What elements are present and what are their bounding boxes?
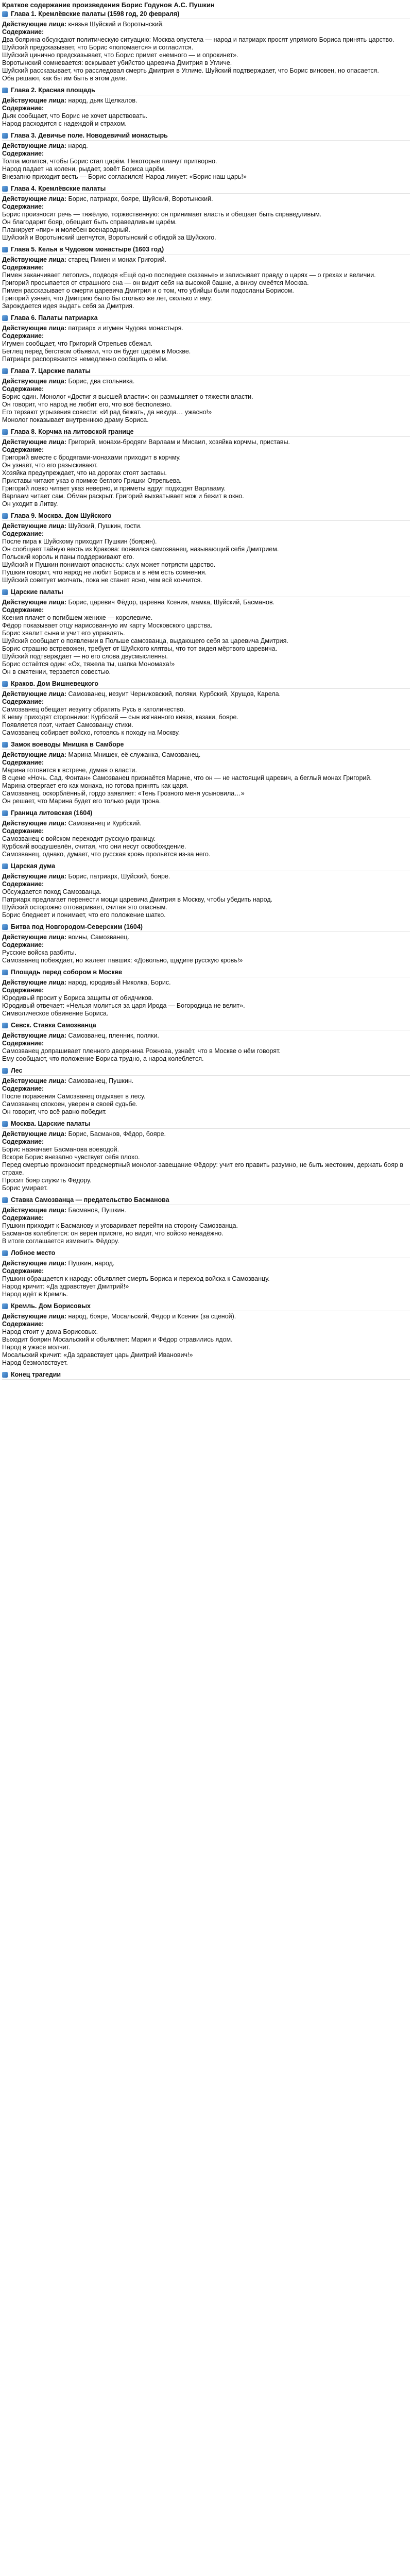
content-label: Содержание:: [2, 446, 44, 453]
scene-section: [2, 740, 410, 805]
scene-heading: [2, 314, 410, 323]
characters-line: [2, 1207, 410, 1214]
content-paragraph: Польский король и паны поддерживают его.: [2, 553, 134, 561]
characters-label: Действующие лица:: [2, 820, 66, 827]
content-paragraph: Патриарх предлагает перенести мощи царевича Дмитрия в Москву, чтобы убедить народ.: [2, 896, 273, 903]
scene-heading-text: Ставка Самозванца — предательство Басманова: [11, 1196, 169, 1204]
scene-heading-text: Глава 9. Москва. Дом Шуйского: [11, 512, 112, 519]
characters-value: народ, бояре, Мосальский, Фёдор и Ксения (за сценой).: [68, 1313, 236, 1320]
scene-heading: [2, 968, 410, 977]
scene-heading-text: Царская дума: [11, 862, 56, 870]
content-paragraph: Зарождается идея выдать себя за Дмитрия.: [2, 302, 134, 310]
content-paragraph: Марина готовится к встрече, думая о власти.: [2, 767, 137, 774]
content-paragraph: Народ падает на колени, рыдает, зовёт Бориса царём.: [2, 165, 166, 173]
characters-value: Борис, царевич Фёдор, царевна Ксения, мамка, Шуйский, Басманов.: [68, 599, 275, 606]
scene-section: [2, 367, 410, 424]
content-paragraph: Борис остаётся один: «Ох, тяжела ты, шапка Мономаха!»: [2, 660, 175, 668]
scene-section: [2, 1021, 410, 1063]
characters-value: народ.: [68, 142, 88, 149]
characters-line: [2, 438, 410, 446]
characters-value: старец Пимен и монах Григорий.: [68, 256, 166, 263]
content-paragraph: Курбский воодушевлён, считая, что они несут освобождение.: [2, 843, 186, 850]
scene-section: [2, 923, 410, 964]
scene-image-icon: [2, 924, 8, 930]
characters-label: Действующие лица:: [2, 97, 66, 104]
characters-line: [2, 1130, 410, 1138]
characters-value: воины, Самозванец.: [68, 934, 129, 941]
characters-line: [2, 195, 410, 203]
characters-label: Действующие лица:: [2, 1032, 66, 1039]
characters-label: Действующие лица:: [2, 378, 66, 385]
characters-label: Действующие лица:: [2, 1313, 66, 1320]
scene-heading-text: Глава 3. Девичье поле. Новодевичий монастырь: [11, 132, 168, 139]
scene-image-icon: [2, 863, 8, 869]
characters-label: Действующие лица:: [2, 751, 66, 758]
scene-heading: [2, 1021, 410, 1030]
characters-value: Борис, патриарх, Шуйский, бояре.: [68, 873, 170, 880]
scene-section: [2, 86, 410, 128]
scene-image-icon: [2, 247, 8, 252]
scene-image-icon: [2, 742, 8, 748]
characters-value: патриарх и игумен Чудова монастыря.: [68, 325, 183, 332]
characters-label: Действующие лица:: [2, 979, 66, 986]
content-paragraph: Басманов колеблется: он верен присяге, но видит, что войско ненадёжно.: [2, 1230, 224, 1237]
content-label: Содержание:: [2, 1138, 44, 1145]
scene-heading: [2, 740, 410, 750]
characters-value: Борис, два стольника.: [68, 378, 135, 385]
characters-value: народ, дьяк Щелкалов.: [68, 97, 138, 104]
content-paragraph: Шуйский осторожно отговаривает, считая это опасным.: [2, 904, 167, 911]
content-paragraph: Игумен сообщает, что Григорий Отрепьев сбежал.: [2, 340, 153, 347]
characters-label: Действующие лица:: [2, 256, 66, 263]
content-paragraph: Мосальский кричит: «Да здравствует царь Дмитрий Иванович!»: [2, 1351, 193, 1359]
characters-label: Действующие лица:: [2, 325, 66, 332]
content-paragraph: Григорий узнаёт, что Дмитрию было бы столько же лет, сколько и ему.: [2, 295, 212, 302]
scene-heading: [2, 512, 410, 521]
content-label: Содержание:: [2, 606, 44, 614]
scene-section: [2, 1302, 410, 1367]
scene-section: [2, 1249, 410, 1298]
content-paragraph: Ему сообщают, что положение Бориса трудно, а народ колеблется.: [2, 1055, 204, 1062]
content-paragraph: Внезапно приходит весть — Борис согласился! Народ ликует: «Борис наш царь!»: [2, 173, 247, 180]
content-paragraph: Шуйский сообщает о появлении в Польше самозванца, выдающего себя за царевича Дмитрия.: [2, 637, 288, 645]
characters-line: [2, 256, 410, 264]
content-paragraph: Шуйский подтверждает — но его слова двусмысленны.: [2, 653, 168, 660]
content-label: Содержание:: [2, 759, 44, 766]
content-label: Содержание:: [2, 332, 44, 340]
content-paragraph: Варлаам читает сам. Обман раскрыт. Григорий выхватывает нож и бежит в окно.: [2, 493, 244, 500]
scene-section: [2, 862, 410, 919]
characters-label: Действующие лица:: [2, 1130, 66, 1138]
content-paragraph: Григорий просыпается от страшного сна — он видит себя на высокой башне, а внизу смеётся Москва.: [2, 279, 309, 286]
scene-heading: [2, 245, 410, 255]
scene-section: [2, 1196, 410, 1245]
characters-label: Действующие лица:: [2, 195, 66, 202]
characters-value: Пушкин, народ.: [68, 1260, 115, 1267]
scene-heading-text: Глава 8. Корчма на литовской границе: [11, 428, 134, 435]
content-paragraph: Самозванец побеждает, но жалеет павших: «Довольно, щадите русскую кровь!»: [2, 957, 243, 964]
content-paragraph: Появляется поэт, читает Самозванцу стихи.: [2, 721, 133, 728]
characters-label: Действующие лица:: [2, 142, 66, 149]
scene-image-icon: [2, 970, 8, 975]
scene-heading: [2, 809, 410, 818]
scene-heading: [2, 1120, 410, 1129]
characters-value: Борис, Басманов, Фёдор, бояре.: [68, 1130, 166, 1138]
scene-section: [2, 428, 410, 508]
scene-image-icon: [2, 186, 8, 192]
content-paragraph: Планирует «пир» и молебен всенародный.: [2, 226, 130, 233]
scene-heading-text: Конец трагедии: [11, 1371, 61, 1378]
document-title: Краткое содержание произведения Борис Годунов А.С. Пушкин: [2, 1, 215, 9]
content-paragraph: Борис назначает Басманова воеводой.: [2, 1146, 119, 1153]
characters-value: народ, юродивый Николка, Борис.: [68, 979, 171, 986]
scene-section: [2, 809, 410, 858]
characters-value: Басманов, Пушкин.: [68, 1207, 126, 1214]
scene-heading: [2, 428, 410, 437]
scene-heading-text: Севск. Ставка Самозванца: [11, 1022, 96, 1029]
scene-list: [2, 10, 410, 1380]
scene-heading-text: Замок воеводы Мнишка в Самборе: [11, 741, 124, 748]
content-paragraph: Русские войска разбиты.: [2, 949, 77, 956]
content-paragraph: Самозванец, однако, думает, что русская кровь прольётся из-за него.: [2, 851, 211, 858]
scene-heading-text: Битва под Новгородом-Северским (1604): [11, 923, 143, 930]
scene-heading: [2, 1066, 410, 1076]
content-label: Содержание:: [2, 698, 44, 705]
content-paragraph: Самозванец обещает иезуиту обратить Русь в католичество.: [2, 706, 185, 713]
content-paragraph: Юродивый просит у Бориса защиты от обидчиков.: [2, 994, 153, 1002]
content-paragraph: Борис произносит речь — тяжёлую, торжественную: он принимает власть и обещает быть справедливым.: [2, 211, 322, 218]
content-label: Содержание:: [2, 28, 44, 36]
content-paragraph: Народ идёт в Кремль.: [2, 1291, 68, 1298]
characters-value: Самозванец и Курбский.: [68, 820, 142, 827]
scene-heading: [2, 862, 410, 871]
content-paragraph: Фёдор показывает отцу нарисованную им карту Московского царства.: [2, 622, 213, 629]
characters-value: Шуйский, Пушкин, гости.: [68, 522, 142, 530]
characters-line: [2, 325, 410, 332]
scene-image-icon: [2, 1250, 8, 1256]
characters-label: Действующие лица:: [2, 1260, 66, 1267]
characters-value: Марина Мнишек, её служанка, Самозванец.: [68, 751, 201, 758]
content-label: Содержание:: [2, 987, 44, 994]
scene-section: [2, 314, 410, 363]
content-paragraph: Самозванец спокоен, уверен в своей судьбе.: [2, 1100, 138, 1108]
characters-line: [2, 97, 410, 105]
scene-heading: [2, 1302, 410, 1311]
scene-heading: [2, 588, 410, 597]
scene-section: [2, 10, 410, 82]
characters-label: Действующие лица:: [2, 934, 66, 941]
scene-image-icon: [2, 513, 8, 519]
content-paragraph: Толпа молится, чтобы Борис стал царём. Некоторые плачут притворно.: [2, 158, 217, 165]
characters-line: [2, 934, 410, 941]
scene-heading-text: Граница литовская (1604): [11, 809, 93, 817]
scene-section: [2, 588, 410, 676]
content-paragraph: Самозванец допрашивает пленного дворянина Рожнова, узнаёт, что в Москве о нём говорят.: [2, 1047, 281, 1055]
scene-heading: [2, 1249, 410, 1258]
content-paragraph: Ксения плачет о погибшем женихе — королевиче.: [2, 614, 153, 621]
content-paragraph: Борис страшно встревожен, требует от Шуйского клятвы, что тот видел мёртвого царевича.: [2, 645, 278, 652]
content-label: Содержание:: [2, 150, 44, 157]
content-paragraph: Народ безмолвствует.: [2, 1359, 68, 1366]
content-label: Содержание:: [2, 1214, 44, 1222]
content-label: Содержание:: [2, 1320, 44, 1328]
content-label: Содержание:: [2, 827, 44, 835]
characters-label: Действующие лица:: [2, 599, 66, 606]
scene-image-icon: [2, 133, 8, 139]
characters-line: [2, 1260, 410, 1267]
content-label: Содержание:: [2, 264, 44, 271]
content-paragraph: Символическое обвинение Бориса.: [2, 1010, 109, 1017]
content-paragraph: Народ стоит у дома Борисовых.: [2, 1328, 98, 1335]
characters-label: Действующие лица:: [2, 1207, 66, 1214]
scene-heading-text: Царские палаты: [11, 588, 63, 596]
content-paragraph: Самозванец, оскорблённый, гордо заявляет: «Тень Грозного меня усыновила…»: [2, 790, 245, 797]
characters-value: Григорий, монахи-бродяги Варлаам и Мисаил, хозяйка корчмы, приставы.: [68, 438, 290, 446]
characters-line: [2, 142, 410, 150]
characters-line: [2, 599, 410, 606]
scene-heading-text: Площадь перед собором в Москве: [11, 969, 123, 976]
content-paragraph: Он сообщает тайную весть из Кракова: появился самозванец, называющий себя Дмитрием.: [2, 546, 279, 553]
scene-section: [2, 1066, 410, 1116]
content-paragraph: Пимен заканчивает летопись, подводя «Ещё одно последнее сказанье» и записывает правду о царях — о грехах и величии.: [2, 272, 376, 279]
characters-line: [2, 21, 410, 28]
scene-heading-text: Глава 4. Кремлёвские палаты: [11, 185, 106, 192]
content-paragraph: Монолог показывает внутреннюю драму Бориса.: [2, 416, 149, 423]
content-paragraph: Обсуждается поход Самозванца.: [2, 888, 101, 895]
content-label: Содержание:: [2, 880, 44, 888]
characters-label: Действующие лица:: [2, 522, 66, 530]
scene-heading-text: Глава 2. Красная площадь: [11, 87, 95, 94]
content-paragraph: Шуйский и Пушкин понимают опасность: слух может потрясти царство.: [2, 561, 216, 568]
characters-line: [2, 873, 410, 880]
content-paragraph: Борис один. Монолог «Достиг я высшей власти»: он размышляет о тяжести власти.: [2, 393, 253, 400]
content-paragraph: В сцене «Ночь. Сад. Фонтан» Самозванец признаётся Марине, что он — не настоящий царевич, а беглый монах Григорий.: [2, 774, 372, 782]
characters-label: Действующие лица:: [2, 21, 66, 28]
scene-image-icon: [2, 810, 8, 816]
content-paragraph: К нему приходят сторонники: Курбский — сын изгнанного князя, казаки, бояре.: [2, 714, 238, 721]
scene-heading-text: Краков. Дом Вишневецкого: [11, 680, 99, 687]
content-label: Содержание:: [2, 941, 44, 948]
content-paragraph: Просит бояр служить Фёдору.: [2, 1177, 92, 1184]
scene-heading-text: Москва. Царские палаты: [11, 1120, 91, 1127]
content-paragraph: Он говорит, что всё равно победит.: [2, 1108, 107, 1115]
scene-image-icon: [2, 589, 8, 595]
scene-heading: [2, 923, 410, 932]
scene-image-icon: [2, 681, 8, 687]
scene-section: [2, 245, 410, 310]
scene-heading-text: Лес: [11, 1067, 23, 1074]
scene-heading: [2, 184, 410, 194]
characters-value: Самозванец, пленник, поляки.: [68, 1032, 159, 1039]
content-paragraph: Юродивый отвечает: «Нельзя молиться за царя Ирода — Богородица не велит».: [2, 1002, 245, 1009]
scene-section: [2, 680, 410, 737]
content-label: Содержание:: [2, 1267, 44, 1275]
characters-line: [2, 1032, 410, 1040]
content-paragraph: Марина отвергает его как монаха, но готова принять как царя.: [2, 782, 188, 789]
characters-label: Действующие лица:: [2, 873, 66, 880]
characters-line: [2, 1077, 410, 1085]
scene-image-icon: [2, 315, 8, 321]
scene-heading-text: Глава 1. Кремлёвские палаты (1598 год, 20 февраля): [11, 10, 180, 18]
scene-heading: [2, 1370, 410, 1380]
characters-line: [2, 522, 410, 530]
content-paragraph: Самозванец с войском переходит русскую границу.: [2, 835, 156, 842]
content-paragraph: Пушкин говорит, что народ не любит Бориса и в нём есть сомнения.: [2, 569, 207, 576]
content-paragraph: Григорий вместе с бродягами-монахами приходит в корчму.: [2, 454, 181, 461]
content-paragraph: Пимен рассказывает о смерти царевича Дмитрия и о том, что убийцы были подосланы Борисом.: [2, 287, 294, 294]
content-paragraph: Оба решают, как бы им быть в этом деле.: [2, 75, 127, 82]
scene-section: [2, 184, 410, 242]
scene-section: [2, 512, 410, 584]
scene-heading: [2, 86, 410, 95]
content-paragraph: Выходит боярин Мосальский и объявляет: Мария и Фёдор отравились ядом.: [2, 1336, 233, 1343]
content-paragraph: Пушкин обращается к народу: объявляет смерть Бориса и переход войска к Самозванцу.: [2, 1275, 270, 1282]
scene-image-icon: [2, 368, 8, 374]
content-paragraph: Шуйский рассказывает, что расследовал смерть Дмитрия в Угличе. Шуйский подтверждает, что Борис виновен, но опасается.: [2, 67, 379, 74]
characters-label: Действующие лица:: [2, 690, 66, 698]
content-paragraph: Приставы читают указ о поимке беглого Гришки Отрепьева.: [2, 477, 182, 484]
content-paragraph: Борис бледнеет и понимает, что его положение шатко.: [2, 911, 166, 919]
content-paragraph: Два боярина обсуждают политическую ситуацию: Москва опустела — народ и патриарх просят упрямого Бориса принять царство. Шуйский предсказывает, что Борис «поломается» и согласится.: [2, 36, 394, 51]
content-paragraph: Хозяйка предупреждает, что на дорогах стоят заставы.: [2, 469, 167, 477]
scene-image-icon: [2, 1372, 8, 1378]
scene-heading: [2, 367, 410, 376]
content-label: Содержание:: [2, 1040, 44, 1047]
content-paragraph: Самозванец собирает войско, готовясь к походу на Москву.: [2, 729, 180, 736]
content-paragraph: Пушкин приходит к Басманову и уговаривает перейти на сторону Самозванца.: [2, 1222, 238, 1229]
scene-image-icon: [2, 1197, 8, 1203]
characters-line: [2, 820, 410, 827]
scene-heading: [2, 680, 410, 689]
content-paragraph: Он решает, что Марина будет его только ради трона.: [2, 798, 161, 805]
content-paragraph: Его терзают угрызения совести: «И рад бежать, да некуда… ужасно!»: [2, 409, 212, 416]
characters-value: Самозванец, иезуит Черниковский, поляки, Курбский, Хрущов, Карела.: [68, 690, 281, 698]
scene-image-icon: [2, 88, 8, 93]
content-label: Содержание:: [2, 530, 44, 537]
scene-image-icon: [2, 1068, 8, 1074]
scene-heading-text: Лобное место: [11, 1249, 56, 1257]
scene-section: [2, 1370, 410, 1380]
scene-heading: [2, 131, 410, 141]
content-paragraph: Народ кричит: «Да здравствует Дмитрий!»: [2, 1283, 129, 1290]
content-label: Содержание:: [2, 105, 44, 112]
content-paragraph: Народ расходится с надеждой и страхом.: [2, 120, 127, 127]
characters-label: Действующие лица:: [2, 1077, 66, 1084]
scene-heading-text: Глава 5. Келья в Чудовом монастыре (1603 год): [11, 246, 164, 253]
scene-image-icon: [2, 429, 8, 435]
content-paragraph: Борис умирает.: [2, 1184, 48, 1192]
characters-line: [2, 690, 410, 698]
content-paragraph: Он говорит, что народ не любит его, что всё бесполезно.: [2, 401, 172, 408]
scene-heading: [2, 1196, 410, 1205]
content-paragraph: Борис хвалит сына и учит его управлять.: [2, 630, 125, 637]
scene-section: [2, 131, 410, 181]
content-paragraph: Вскоре Борис внезапно чувствует себя плохо.: [2, 1154, 140, 1161]
content-paragraph: Шуйский цинично предсказывает, что Борис примет «немного — и опрокинет».: [2, 52, 238, 59]
scene-heading-text: Глава 7. Царские палаты: [11, 367, 91, 375]
content-label: Содержание:: [2, 385, 44, 393]
content-paragraph: Народ в ужасе молчит.: [2, 1344, 71, 1351]
content-paragraph: После пира к Шуйскому приходит Пушкин (боярин).: [2, 538, 157, 545]
content-paragraph: Он благодарит бояр, обещает быть справедливым царём.: [2, 218, 177, 226]
content-label: Содержание:: [2, 203, 44, 210]
content-paragraph: Патриарх распоряжается немедленно сообщить о нём.: [2, 355, 168, 363]
content-paragraph: Он уходит в Литву.: [2, 500, 58, 507]
content-paragraph: Дьяк сообщает, что Борис не хочет царствовать.: [2, 112, 148, 120]
characters-label: Действующие лица:: [2, 438, 66, 446]
scene-section: [2, 1120, 410, 1192]
content-paragraph: Он в смятении, терзается совестью.: [2, 668, 111, 675]
characters-line: [2, 751, 410, 759]
scene-image-icon: [2, 1121, 8, 1127]
characters-value: князья Шуйский и Воротынский.: [68, 21, 164, 28]
scene-section: [2, 968, 410, 1018]
content-paragraph: Перед смертью произносит предсмертный монолог-завещание Фёдору: учит его править разумно, не быть жестоким, держать бояр в страхе.: [2, 1161, 404, 1176]
content-paragraph: В итоге соглашается изменить Фёдору.: [2, 1238, 119, 1245]
content-paragraph: Беглец перед бегством объявил, что он будет царём в Москве.: [2, 348, 191, 355]
content-paragraph: Григорий ловко читает указ неверно, и приметы вдруг подходят Варлааму.: [2, 485, 226, 492]
scene-heading: [2, 10, 410, 19]
content-paragraph: Воротынский сомневается: вскрывает убийство царевича Дмитрия в Угличе.: [2, 59, 232, 66]
scene-heading-text: Кремль. Дом Борисовых: [11, 1302, 91, 1310]
characters-line: [2, 378, 410, 385]
content-paragraph: Он узнаёт, что его разыскивают.: [2, 462, 98, 469]
content-label: Содержание:: [2, 1085, 44, 1092]
characters-line: [2, 979, 410, 987]
content-paragraph: Шуйский и Воротынский шепчутся, Воротынский с обидой за Шуйского.: [2, 234, 216, 241]
content-paragraph: Шуйский советует молчать, пока не станет ясно, чем всё кончится.: [2, 577, 202, 584]
scene-heading-text: Глава 6. Палаты патриарха: [11, 314, 98, 321]
scene-image-icon: [2, 11, 8, 17]
scene-image-icon: [2, 1303, 8, 1309]
scene-image-icon: [2, 1023, 8, 1028]
characters-value: Борис, патриарх, бояре, Шуйский, Воротынский.: [68, 195, 213, 202]
characters-value: Самозванец, Пушкин.: [68, 1077, 134, 1084]
characters-line: [2, 1313, 410, 1320]
content-paragraph: После поражения Самозванец отдыхает в лесу.: [2, 1093, 146, 1100]
